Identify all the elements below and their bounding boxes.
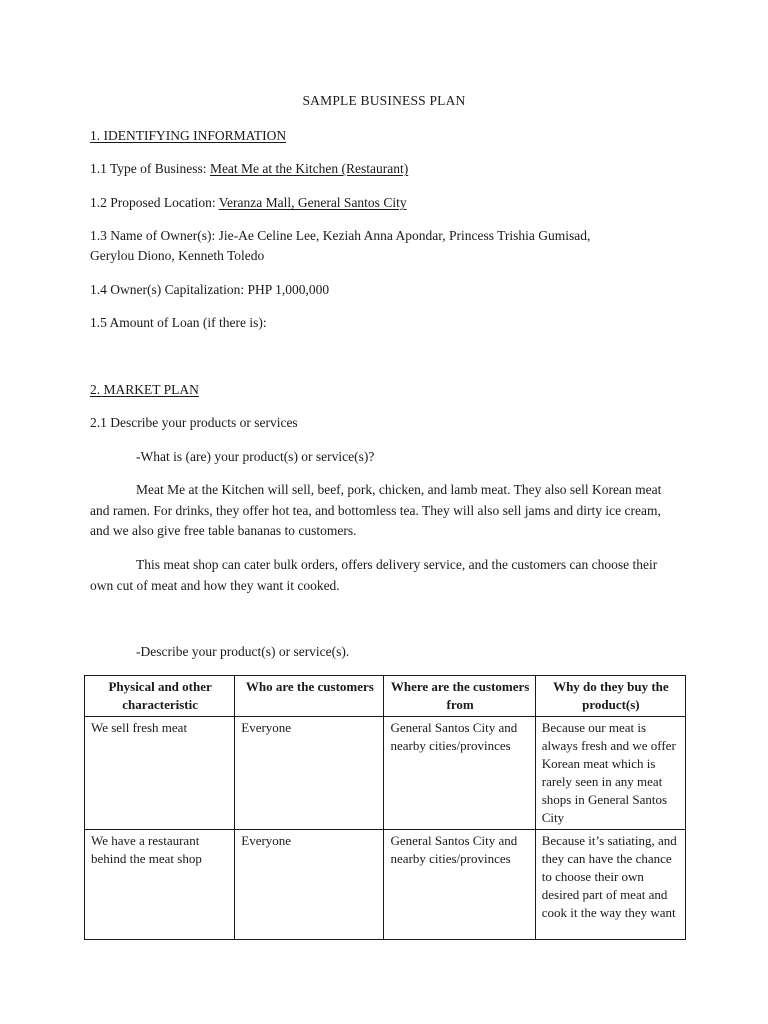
- owner-capitalization: 1.4 Owner(s) Capitalization: PHP 1,000,000: [90, 282, 330, 297]
- section1-heading: 1. IDENTIFYING INFORMATION: [90, 128, 287, 143]
- type-of-business-label: 1.1 Type of Business:: [90, 161, 210, 176]
- products-paragraph-text: Meat Me at the Kitchen will sell, beef, pork, chicken, and lamb meat. They also sell Korean meat and ramen. For drinks, they offer hot tea, and bottomless tea. They will also sell jams and dirty ice cream, and we also give free table bananas to customers.: [90, 482, 662, 538]
- describe-products-heading: 2.1 Describe your products or services: [90, 415, 298, 430]
- table-cell: General Santos City and nearby cities/provinces: [384, 717, 535, 830]
- table-header: Where are the customers from: [384, 676, 535, 717]
- table-cell: Everyone: [235, 830, 384, 940]
- table-cell: Because it’s satiating, and they can have the chance to choose their own desired part of meat and cook it the way they want: [535, 830, 685, 940]
- table-header: Physical and other characteristic: [85, 676, 235, 717]
- table-row: [85, 717, 686, 830]
- section2-heading: 2. MARKET PLAN: [90, 382, 199, 397]
- proposed-location: [90, 193, 407, 213]
- table-cell: We sell fresh meat: [85, 717, 235, 830]
- products-paragraph: [90, 480, 670, 542]
- owners-line-1: 1.3 Name of Owner(s): Jie-Ae Celine Lee, Keziah Anna Apondar, Princess Trishia Gumisad,: [90, 228, 591, 243]
- table-header-row: [85, 676, 686, 717]
- question-what-products: -What is (are) your product(s) or service(s)?: [136, 449, 375, 464]
- table-cell: General Santos City and nearby cities/provinces: [384, 830, 535, 940]
- owners-line-2: Gerylou Diono, Kenneth Toledo: [90, 248, 265, 263]
- table-cell: Because our meat is always fresh and we offer Korean meat which is rarely seen in any meat shops in General Santos City: [535, 717, 685, 830]
- proposed-location-value: Veranza Mall, General Santos City: [218, 195, 407, 210]
- products-table: [84, 675, 686, 940]
- type-of-business-value: Meat Me at the Kitchen (Restaurant): [209, 161, 409, 176]
- table-header: Who are the customers: [235, 676, 384, 717]
- services-paragraph: [90, 555, 670, 596]
- table-cell: We have a restaurant behind the meat shop: [85, 830, 235, 940]
- table-header: Why do they buy the product(s): [535, 676, 685, 717]
- proposed-location-label: 1.2 Proposed Location:: [90, 195, 219, 210]
- document-title: SAMPLE BUSINESS PLAN: [302, 93, 466, 108]
- amount-of-loan: 1.5 Amount of Loan (if there is):: [90, 315, 267, 330]
- table-row: [85, 830, 686, 940]
- type-of-business: [90, 159, 408, 179]
- table-cell: Everyone: [235, 717, 384, 830]
- question-describe-products: -Describe your product(s) or service(s).: [136, 644, 350, 659]
- services-paragraph-text: This meat shop can cater bulk orders, offers delivery service, and the customers can choose their own cut of meat and how they want it cooked.: [90, 557, 658, 593]
